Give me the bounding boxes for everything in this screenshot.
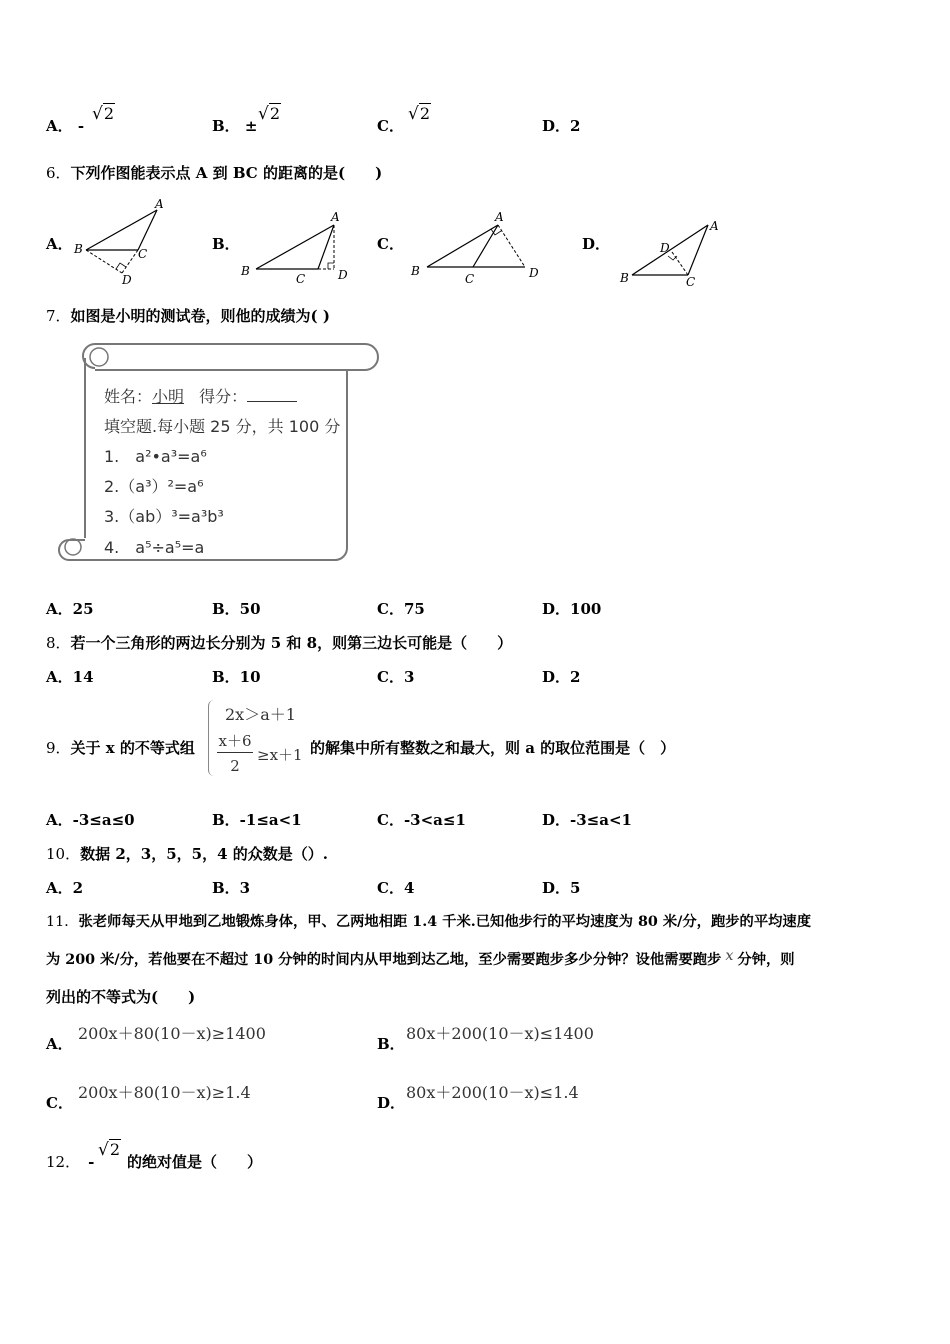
point-label-a: A: [155, 197, 164, 211]
scroll-item-3: 3.（ab）³=a³b³: [104, 507, 224, 526]
q5-option-a[interactable]: [46, 115, 84, 136]
question-12-number: 12． -: [46, 1153, 95, 1171]
plus-minus-sign: ±: [244, 117, 258, 135]
scroll-instruction: 填空题.每小题 25 分，共 100 分: [104, 417, 341, 436]
option-text: 2: [570, 117, 581, 135]
q7-option-d[interactable]: D．100: [542, 600, 602, 618]
q5-option-d[interactable]: [542, 115, 580, 136]
svg-text:D: D: [660, 241, 670, 255]
sqrt-expression: √2: [258, 104, 281, 124]
sqrt-expression: √2: [408, 104, 431, 124]
q6-option-c-label[interactable]: C．: [377, 235, 404, 253]
q11-option-b-label[interactable]: B．: [377, 1035, 405, 1053]
svg-text:B: B: [620, 271, 629, 285]
q9-option-b[interactable]: B．-1≤a<1: [212, 811, 302, 829]
svg-text:C: C: [465, 272, 475, 286]
q7-option-a[interactable]: A．25: [46, 600, 94, 618]
q11-option-c-expr: 200x＋80(10－x)≥1.4: [78, 1083, 251, 1102]
q8-option-d[interactable]: D．2: [542, 668, 581, 686]
point-label-d: D: [122, 273, 132, 287]
q6-option-a-label[interactable]: A．: [46, 235, 73, 253]
svg-text:D: D: [529, 266, 539, 280]
question-11-line-2: 为 200 米/分，若他要在不超过 10 分钟的时间内从甲地到达乙地，至少需要跑步多少分钟？设他需要跑步 x 分钟，则: [46, 948, 795, 968]
q8-option-b[interactable]: B．10: [212, 668, 261, 686]
q10-option-d[interactable]: D．5: [542, 879, 581, 897]
variable-x: x: [725, 948, 734, 964]
q11-option-a-expr: 200x＋80(10－x)≥1400: [78, 1024, 266, 1043]
scroll-name-line: 姓名：小明 得分：: [104, 384, 297, 407]
option-label: A．: [46, 117, 73, 135]
q11-option-a-label[interactable]: A．: [46, 1035, 73, 1053]
question-9-tail: 的解集中所有整数之和最大，则 a 的取位范围是（ ）: [310, 739, 676, 757]
question-11-line-3: 列出的不等式为( ): [46, 988, 196, 1006]
option-label: C．: [377, 117, 404, 135]
svg-text:B: B: [411, 264, 420, 278]
svg-text:A: A: [495, 210, 504, 224]
q6-figure-d: [610, 210, 725, 295]
q5-option-c[interactable]: [377, 115, 404, 136]
q10-option-b[interactable]: B．3: [212, 879, 251, 897]
point-label-b: B: [74, 242, 83, 256]
inequality-1: 2x＞a＋1: [225, 705, 296, 724]
q5-option-b[interactable]: [212, 115, 258, 136]
q6-figure-a: [70, 195, 180, 290]
q8-option-c[interactable]: C．3: [377, 668, 415, 686]
svg-text:C: C: [296, 272, 306, 286]
svg-text:A: A: [331, 210, 340, 224]
svg-text:B: B: [241, 264, 250, 278]
q11-option-d-label[interactable]: D．: [377, 1094, 406, 1112]
svg-text:C: C: [686, 275, 696, 289]
q6-figure-b: [236, 205, 361, 290]
point-label-c: C: [138, 247, 148, 261]
minus-sign: -: [77, 117, 85, 135]
question-8: 8．若一个三角形的两边长分别为 5 和 8，则第三边长可能是（ ）: [46, 634, 513, 652]
q9-option-c[interactable]: C．-3<a≤1: [377, 811, 466, 829]
student-name: 小明: [152, 387, 185, 406]
score-blank: [247, 387, 297, 402]
question-6: 6．下列作图能表示点 A 到 BC 的距离的是( ): [46, 164, 383, 182]
option-label: B．: [212, 117, 240, 135]
q6-option-b-label[interactable]: B．: [212, 235, 240, 253]
question-9-lead: 9．关于 x 的不等式组: [46, 739, 195, 757]
q10-option-a[interactable]: A．2: [46, 879, 84, 897]
svg-text:D: D: [338, 268, 348, 282]
q6-figure-c: [405, 205, 550, 290]
q11-option-d-expr: 80x＋200(10－x)≤1.4: [406, 1083, 579, 1102]
question-12-text: 的绝对值是（ ）: [127, 1153, 263, 1171]
scroll-item-1: 1. a²•a³=a⁶: [104, 447, 207, 466]
question-10: 10．数据 2，3，5，5，4 的众数是（）.: [46, 845, 328, 863]
question-11-line-1: 11．张老师每天从甲地到乙地锻炼身体，甲、乙两地相距 1.4 千米.已知他步行的平均速度为 80 米/分，跑步的平均速度: [46, 914, 812, 930]
question-7: 7．如图是小明的测试卷，则他的成绩为( ): [46, 307, 330, 325]
q8-option-a[interactable]: A．14: [46, 668, 94, 686]
q7-option-c[interactable]: C．75: [377, 600, 425, 618]
fraction-denominator: 2: [230, 757, 240, 775]
fraction-numerator: x＋6: [218, 732, 252, 750]
svg-text:A: A: [710, 219, 719, 233]
q11-option-b-expr: 80x＋200(10－x)≤1400: [406, 1024, 594, 1043]
scroll-item-2: 2.（a³）²=a⁶: [104, 477, 204, 496]
scroll-item-4: 4. a⁵÷a⁵=a: [104, 538, 205, 557]
q9-option-a[interactable]: A．-3≤a≤0: [46, 811, 135, 829]
q11-option-c-label[interactable]: C．: [46, 1094, 73, 1112]
option-label: D．: [542, 117, 571, 135]
q9-option-d[interactable]: D．-3≤a<1: [542, 811, 632, 829]
inequality-2-rhs: ≥x＋1: [257, 746, 303, 764]
q7-option-b[interactable]: B．50: [212, 600, 261, 618]
q10-option-c[interactable]: C．4: [377, 879, 415, 897]
sqrt-expression: √2: [98, 1140, 121, 1160]
q6-option-d-label[interactable]: D．: [582, 235, 611, 253]
fraction-bar: [217, 752, 253, 753]
sqrt-expression: √2: [92, 104, 115, 124]
